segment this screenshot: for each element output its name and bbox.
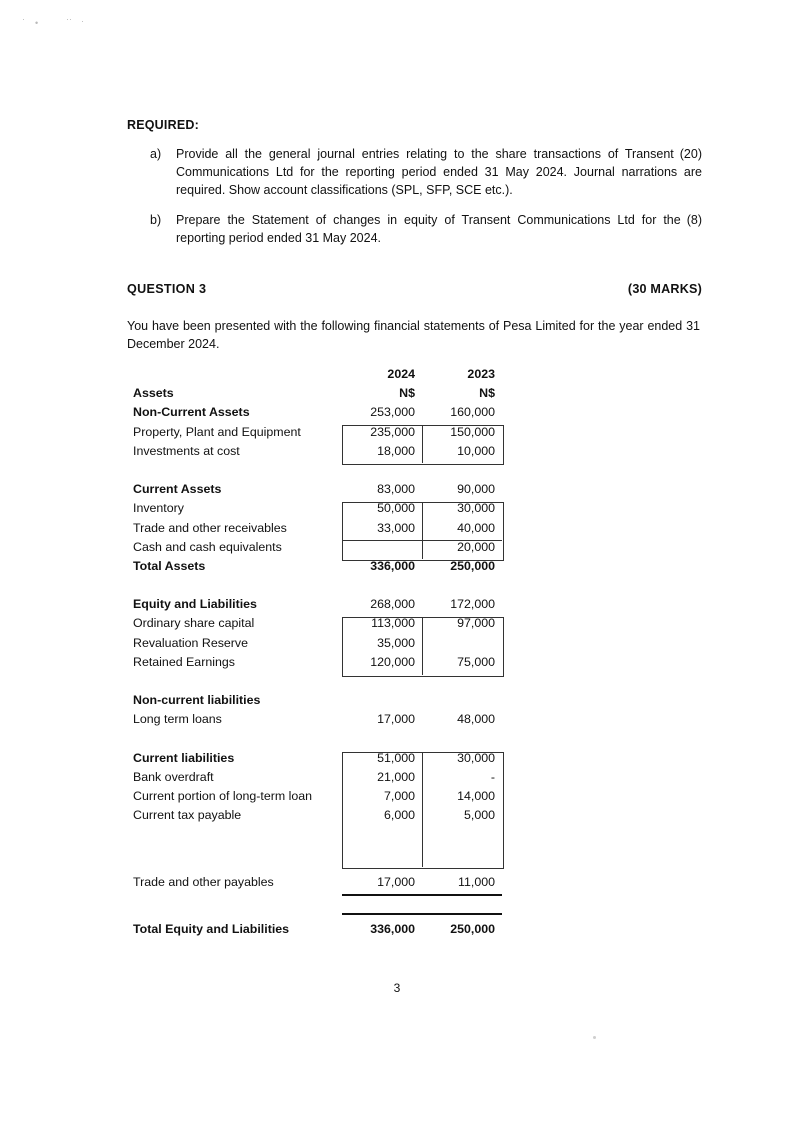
- task-body-b: Prepare the Statement of changes in equity of Transent Communications Ltd for the reporting period ended 31 May 2024.: [176, 213, 681, 245]
- row-label: Bank overdraft: [133, 769, 214, 784]
- table-row: [127, 501, 502, 520]
- task-marker-a: a): [150, 147, 162, 161]
- row-2024: 7,000: [383, 789, 415, 804]
- header-2024: 2024: [387, 367, 415, 381]
- row-2023: 90,000: [457, 482, 495, 497]
- row-2024: 253,000: [370, 405, 415, 420]
- financial-position-table: [127, 367, 502, 941]
- scan-artifact: •: [35, 18, 39, 28]
- table-row: [127, 597, 502, 616]
- row-label: Trade and other payables: [133, 874, 274, 889]
- row-2023: 48,000: [457, 712, 495, 727]
- row-spacer: [127, 866, 502, 875]
- row-label: Current portion of long-term loan: [133, 789, 313, 804]
- row-label: Assets: [133, 386, 174, 401]
- table-row: [127, 444, 502, 463]
- table-row: [127, 875, 502, 894]
- question-heading-row: [127, 282, 702, 296]
- row-2023: 75,000: [457, 654, 495, 669]
- row-2024: 51,000: [377, 750, 415, 765]
- row-2023: 20,000: [457, 539, 495, 554]
- task-marks-b: (8): [686, 213, 702, 228]
- header-2023: 2023: [467, 367, 495, 381]
- row-2023: 150,000: [450, 424, 495, 439]
- row-spacer: [127, 913, 502, 922]
- table-row: [127, 425, 502, 444]
- row-2023: 97,000: [457, 616, 495, 631]
- row-2024: 6,000: [383, 808, 415, 823]
- row-2024: 18,000: [377, 443, 415, 458]
- row-label: Property, Plant and Equipment: [133, 424, 301, 439]
- row-2023: 30,000: [457, 750, 495, 765]
- table-row: [127, 386, 502, 405]
- row-spacer: [127, 732, 502, 751]
- table-row: [127, 636, 502, 655]
- task-text-b: [176, 212, 702, 248]
- row-2024: 83,000: [377, 482, 415, 497]
- table-row: [127, 540, 502, 559]
- row-2024: 17,000: [377, 712, 415, 727]
- table-row: [127, 559, 502, 578]
- row-2024: 17,000: [377, 874, 415, 889]
- scan-artifact: ··: [66, 14, 72, 24]
- scan-artifact: [593, 1036, 596, 1039]
- row-2024: 21,000: [377, 769, 415, 784]
- row-spacer: [127, 847, 502, 866]
- table-row: [127, 922, 502, 941]
- task-body-a: Provide all the general journal entries relating to the share transactions of Transent Communications Ltd for the reporting period ended 31 May 2024. Journal narrations are required. Show account classifications (SPL, SFP, SCE etc.).: [176, 147, 702, 197]
- question-intro: You have been presented with the following financial statements of Pesa Limited for the year ended 31 December 2024.: [127, 318, 700, 351]
- table-row: [127, 789, 502, 808]
- task-item-b: [150, 212, 702, 248]
- row-label: Current tax payable: [133, 808, 242, 823]
- row-label: Current Assets: [133, 482, 222, 497]
- row-label: Non-current liabilities: [133, 693, 261, 708]
- row-2023: -: [490, 769, 495, 784]
- task-marks-a: (20): [679, 147, 702, 161]
- row-2023: 250,000: [450, 558, 495, 573]
- row-2023: 10,000: [457, 443, 495, 458]
- row-2024: 268,000: [370, 597, 415, 612]
- row-label: Total Assets: [133, 558, 206, 573]
- row-2023: 14,000: [457, 789, 495, 804]
- row-2024: 113,000: [371, 616, 415, 631]
- row-label: Long term loans: [133, 712, 222, 727]
- row-spacer: [127, 578, 502, 597]
- row-label: Non-Current Assets: [133, 405, 250, 420]
- row-2024: 235,000: [370, 424, 415, 439]
- page-number: 3: [393, 981, 401, 995]
- row-2023: 11,000: [458, 874, 495, 889]
- task-item-a: [150, 146, 702, 199]
- row-2024: 35,000: [377, 635, 415, 650]
- row-label: Cash and cash equivalents: [133, 539, 282, 554]
- table-row: [127, 712, 502, 731]
- task-text-a: [176, 146, 702, 199]
- row-2024: 336,000: [370, 922, 415, 937]
- table-row: [127, 751, 502, 770]
- row-spacer: [127, 463, 502, 482]
- table-row: [127, 655, 502, 674]
- row-2024: N$: [399, 386, 415, 401]
- row-2023: 5,000: [463, 808, 495, 823]
- table-row: [127, 405, 502, 424]
- table-row: [127, 808, 502, 827]
- question-title: QUESTION 3: [127, 281, 207, 296]
- question-marks: (30 MARKS): [627, 281, 702, 296]
- row-label: Investments at cost: [133, 443, 240, 458]
- row-2023: N$: [479, 386, 495, 401]
- table-row: [127, 693, 502, 712]
- table-row: [127, 482, 502, 501]
- scan-artifact: ·: [81, 16, 84, 26]
- row-2024: 50,000: [377, 501, 415, 516]
- row-2024: 336,000: [370, 558, 415, 573]
- row-spacer: [127, 894, 502, 913]
- row-label: Ordinary share capital: [133, 616, 255, 631]
- scan-artifact: ·: [22, 14, 25, 24]
- row-label: Equity and Liabilities: [133, 597, 257, 612]
- row-2024: 120,000: [370, 654, 415, 669]
- document-body: [127, 118, 702, 941]
- row-label: Revaluation Reserve: [133, 635, 249, 650]
- row-label: Current liabilities: [133, 750, 235, 765]
- row-2023: 160,000: [450, 405, 495, 420]
- row-2023: 40,000: [457, 520, 495, 535]
- row-2023: 172,000: [450, 597, 495, 612]
- row-2024: 33,000: [377, 520, 415, 535]
- row-label: Total Equity and Liabilities: [133, 922, 290, 937]
- row-2023: 250,000: [450, 922, 495, 937]
- row-label: Trade and other receivables: [133, 520, 287, 535]
- table-row: [127, 616, 502, 635]
- table-row: [127, 521, 502, 540]
- task-marker-b: b): [150, 213, 162, 228]
- table-row: [127, 770, 502, 789]
- row-label: Inventory: [133, 501, 184, 516]
- table-header-years: [127, 367, 502, 386]
- row-2023: 30,000: [457, 501, 495, 516]
- required-heading: REQUIRED:: [127, 118, 199, 132]
- row-spacer: [127, 674, 502, 693]
- row-spacer: [127, 828, 502, 847]
- row-label: Retained Earnings: [133, 654, 235, 669]
